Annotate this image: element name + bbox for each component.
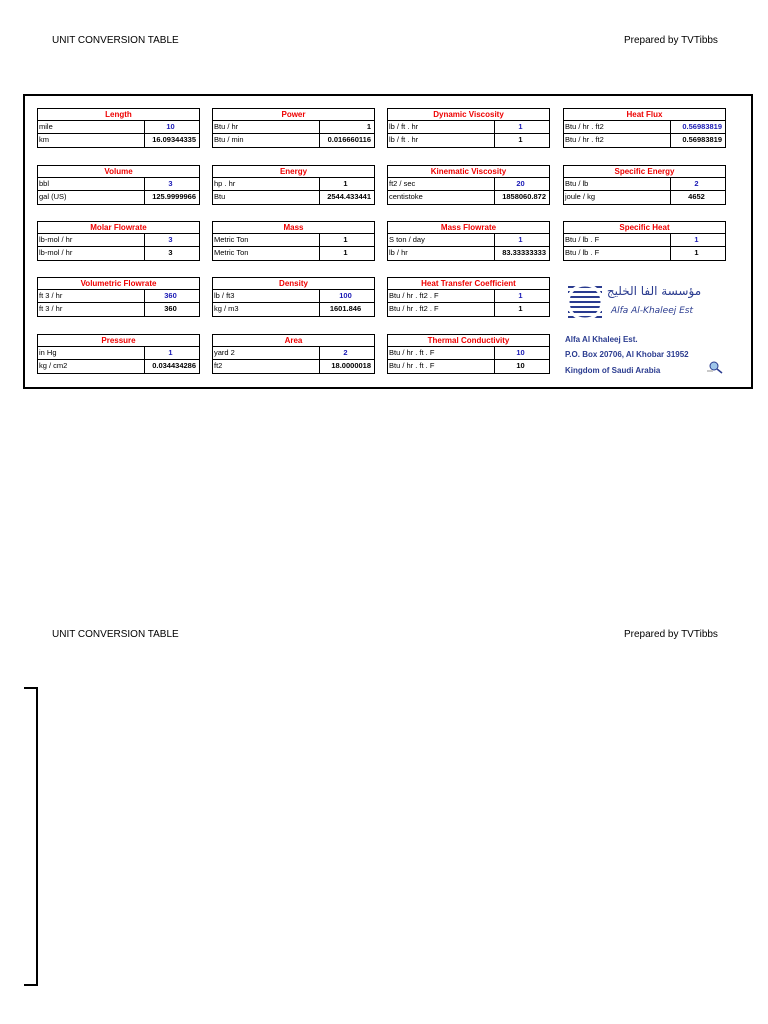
from-unit: Btu / hr . ft2 [563, 120, 670, 134]
from-unit: yard 2 [212, 346, 319, 360]
input-value[interactable]: 10 [144, 120, 200, 134]
card-title: Molar Flowrate [37, 221, 200, 233]
card-length [37, 108, 200, 148]
input-value[interactable]: 1 [670, 233, 726, 247]
card-title: Heat Transfer Coefficient [387, 277, 550, 289]
from-unit: Btu / hr [212, 120, 319, 134]
input-value[interactable]: 0.56983819 [670, 120, 726, 134]
input-value[interactable]: 1 [494, 120, 550, 134]
card-title: Specific Heat [563, 221, 726, 233]
prepared-by: Prepared by TVTibbs [624, 35, 718, 46]
input-value[interactable]: 1 [319, 120, 375, 134]
to-unit: Btu [212, 191, 319, 205]
result-value: 1 [670, 247, 726, 261]
from-unit: mile [37, 120, 144, 134]
from-unit: lb / ft . hr [387, 120, 494, 134]
input-value[interactable]: 100 [319, 289, 375, 303]
card-dynamic-viscosity [387, 108, 550, 148]
to-unit: Metric Ton [212, 247, 319, 261]
from-unit: S ton / day [387, 233, 494, 247]
card-title: Dynamic Viscosity [387, 108, 550, 120]
from-unit: Btu / hr . ft . F [387, 346, 494, 360]
card-volume [37, 165, 200, 205]
card-molar-flowrate [37, 221, 200, 261]
result-value: 1601.846 [319, 303, 375, 317]
input-value[interactable]: 360 [144, 289, 200, 303]
to-unit: kg / cm2 [37, 360, 144, 374]
from-unit: lb-mol / hr [37, 233, 144, 247]
card-title: Energy [212, 165, 375, 177]
company-country: Kingdom of Saudi Arabia [565, 366, 661, 375]
card-title: Length [37, 108, 200, 120]
page-title: UNIT CONVERSION TABLE [52, 35, 179, 46]
card-specific-heat [563, 221, 726, 261]
result-value: 0.016660116 [319, 134, 375, 148]
input-value[interactable]: 1 [319, 177, 375, 191]
card-title: Thermal Conductivity [387, 334, 550, 346]
card-title: Mass [212, 221, 375, 233]
result-value: 2544.433441 [319, 191, 375, 205]
to-unit: gal (US) [37, 191, 144, 205]
to-unit: Btu / min [212, 134, 319, 148]
card-mass [212, 221, 375, 261]
card-pressure [37, 334, 200, 374]
logo-latin-text: Alfa Al-Khaleej Est [610, 306, 694, 316]
to-unit: Btu / lb . F [563, 247, 670, 261]
card-kinematic-viscosity [387, 165, 550, 205]
to-unit: lb / ft . hr [387, 134, 494, 148]
card-volumetric-flowrate [37, 277, 200, 317]
from-unit: ft2 / sec [387, 177, 494, 191]
card-title: Power [212, 108, 375, 120]
input-value[interactable]: 1 [319, 233, 375, 247]
from-unit: Btu / hr . ft2 . F [387, 289, 494, 303]
from-unit: in Hg [37, 346, 144, 360]
conversion-table-frame-2 [24, 687, 38, 986]
result-value: 1 [494, 134, 550, 148]
card-title: Kinematic Viscosity [387, 165, 550, 177]
company-name: Alfa Al Khaleej Est. [565, 335, 638, 344]
input-value[interactable]: 20 [494, 177, 550, 191]
to-unit: joule / kg [563, 191, 670, 205]
from-unit: Btu / lb [563, 177, 670, 191]
from-unit: ft 3 / hr [37, 289, 144, 303]
to-unit: lb / hr [387, 247, 494, 261]
to-unit: kg / m3 [212, 303, 319, 317]
to-unit: lb-mol / hr [37, 247, 144, 261]
input-value[interactable]: 3 [144, 177, 200, 191]
result-value: 360 [144, 303, 200, 317]
card-power [212, 108, 375, 148]
result-value: 16.09344335 [144, 134, 200, 148]
input-value[interactable]: 1 [494, 289, 550, 303]
result-value: 18.0000018 [319, 360, 375, 374]
card-mass-flowrate [387, 221, 550, 261]
from-unit: lb / ft3 [212, 289, 319, 303]
logo-arabic-text: مؤسسة الفا الخليج [606, 284, 702, 298]
card-title: Volumetric Flowrate [37, 277, 200, 289]
card-specific-energy [563, 165, 726, 205]
result-value: 4652 [670, 191, 726, 205]
input-value[interactable]: 2 [670, 177, 726, 191]
input-value[interactable]: 1 [144, 346, 200, 360]
result-value: 0.56983819 [670, 134, 726, 148]
result-value: 83.33333333 [494, 247, 550, 261]
company-address: P.O. Box 20706, Al Khobar 31952 [565, 350, 689, 359]
company-logo [566, 280, 706, 326]
card-energy [212, 165, 375, 205]
result-value: 3 [144, 247, 200, 261]
card-title: Heat Flux [563, 108, 726, 120]
to-unit: ft 3 / hr [37, 303, 144, 317]
card-title: Pressure [37, 334, 200, 346]
from-unit: bbl [37, 177, 144, 191]
card-heat-flux [563, 108, 726, 148]
to-unit: km [37, 134, 144, 148]
card-title: Density [212, 277, 375, 289]
card-title: Specific Energy [563, 165, 726, 177]
card-thermal-conductivity [387, 334, 550, 374]
card-title: Area [212, 334, 375, 346]
from-unit: Metric Ton [212, 233, 319, 247]
to-unit: centistoke [387, 191, 494, 205]
result-value: 1 [494, 303, 550, 317]
card-area [212, 334, 375, 374]
magnifier-icon [706, 360, 724, 374]
result-value: 0.034434286 [144, 360, 200, 374]
input-value[interactable]: 1 [494, 233, 550, 247]
result-value: 125.9999966 [144, 191, 200, 205]
result-value: 10 [494, 360, 550, 374]
result-value: 1858060.872 [494, 191, 550, 205]
input-value[interactable]: 10 [494, 346, 550, 360]
input-value[interactable]: 3 [144, 233, 200, 247]
from-unit: Btu / lb . F [563, 233, 670, 247]
card-title: Volume [37, 165, 200, 177]
card-title: Mass Flowrate [387, 221, 550, 233]
card-density [212, 277, 375, 317]
to-unit: Btu / hr . ft . F [387, 360, 494, 374]
to-unit: ft2 [212, 360, 319, 374]
to-unit: Btu / hr . ft2 . F [387, 303, 494, 317]
prepared-by-2: Prepared by TVTibbs [624, 629, 718, 640]
input-value[interactable]: 2 [319, 346, 375, 360]
to-unit: Btu / hr . ft2 [563, 134, 670, 148]
result-value: 1 [319, 247, 375, 261]
page-title-2: UNIT CONVERSION TABLE [52, 629, 179, 640]
card-heat-transfer-coefficient [387, 277, 550, 317]
from-unit: hp . hr [212, 177, 319, 191]
